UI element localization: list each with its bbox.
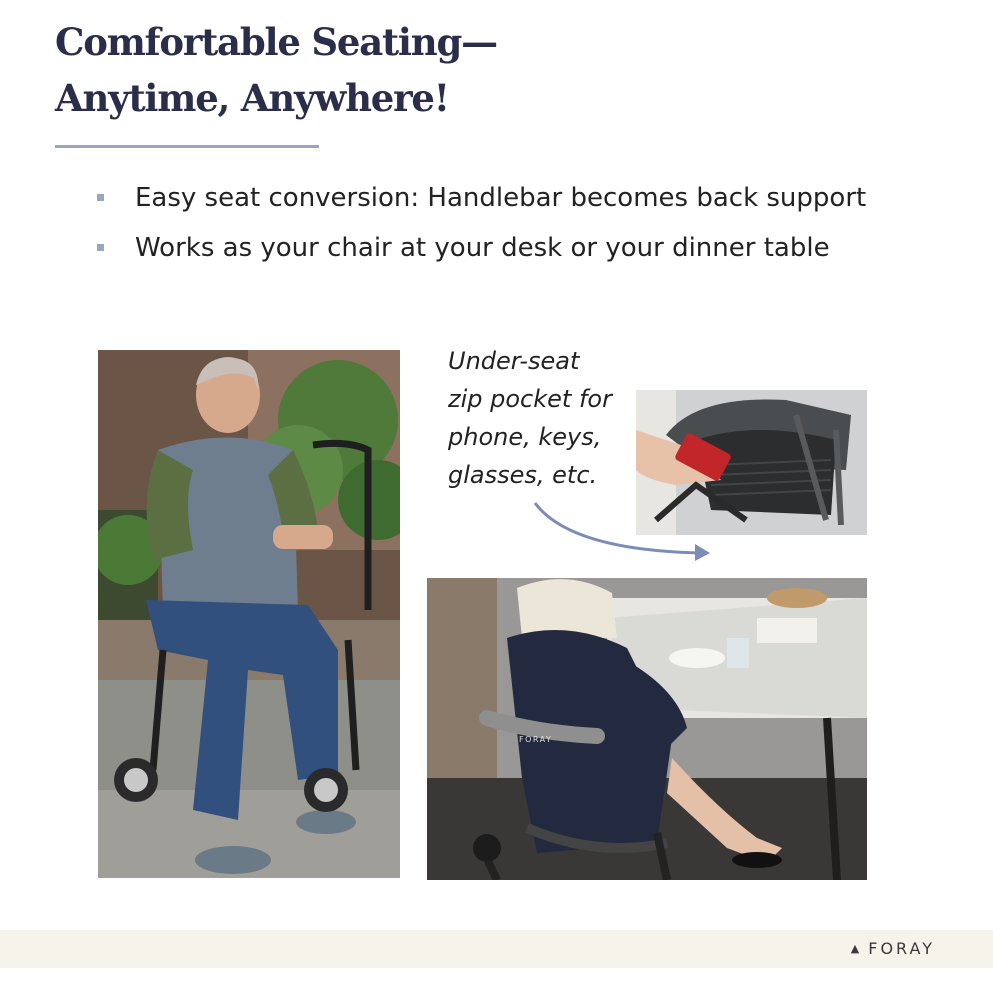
callout-line-2: zip pocket for [448, 385, 612, 413]
feature-text: Works as your chair at your desk or your dinner table [135, 233, 830, 263]
feature-text: Easy seat conversion: Handlebar becomes back support [135, 183, 867, 213]
bullet-icon [97, 194, 104, 201]
headline-line-1: Comfortable Seating— [55, 20, 497, 64]
photo-under-seat-pocket [636, 390, 867, 535]
brand-name: FORAY [868, 939, 935, 958]
photo-woman-at-dinner-table [427, 578, 867, 880]
callout-line-4: glasses, etc. [448, 461, 598, 489]
backrest-brand-label: FORAY [519, 735, 553, 744]
page-headline [55, 14, 615, 126]
callout-line-3: phone, keys, [448, 423, 602, 451]
chevron-up-icon: ▲ [850, 942, 863, 955]
feature-list [95, 176, 866, 276]
footer-band [0, 930, 993, 968]
bullet-icon [97, 244, 104, 251]
pocket-callout [448, 342, 612, 494]
feature-item [95, 226, 866, 276]
brand-logo [851, 939, 935, 958]
headline-divider [55, 145, 319, 148]
callout-line-1: Under-seat [448, 347, 580, 375]
headline-line-2: Anytime, Anywhere! [55, 76, 449, 120]
feature-item [95, 176, 866, 226]
photo-man-seated-on-rollator [98, 350, 400, 878]
